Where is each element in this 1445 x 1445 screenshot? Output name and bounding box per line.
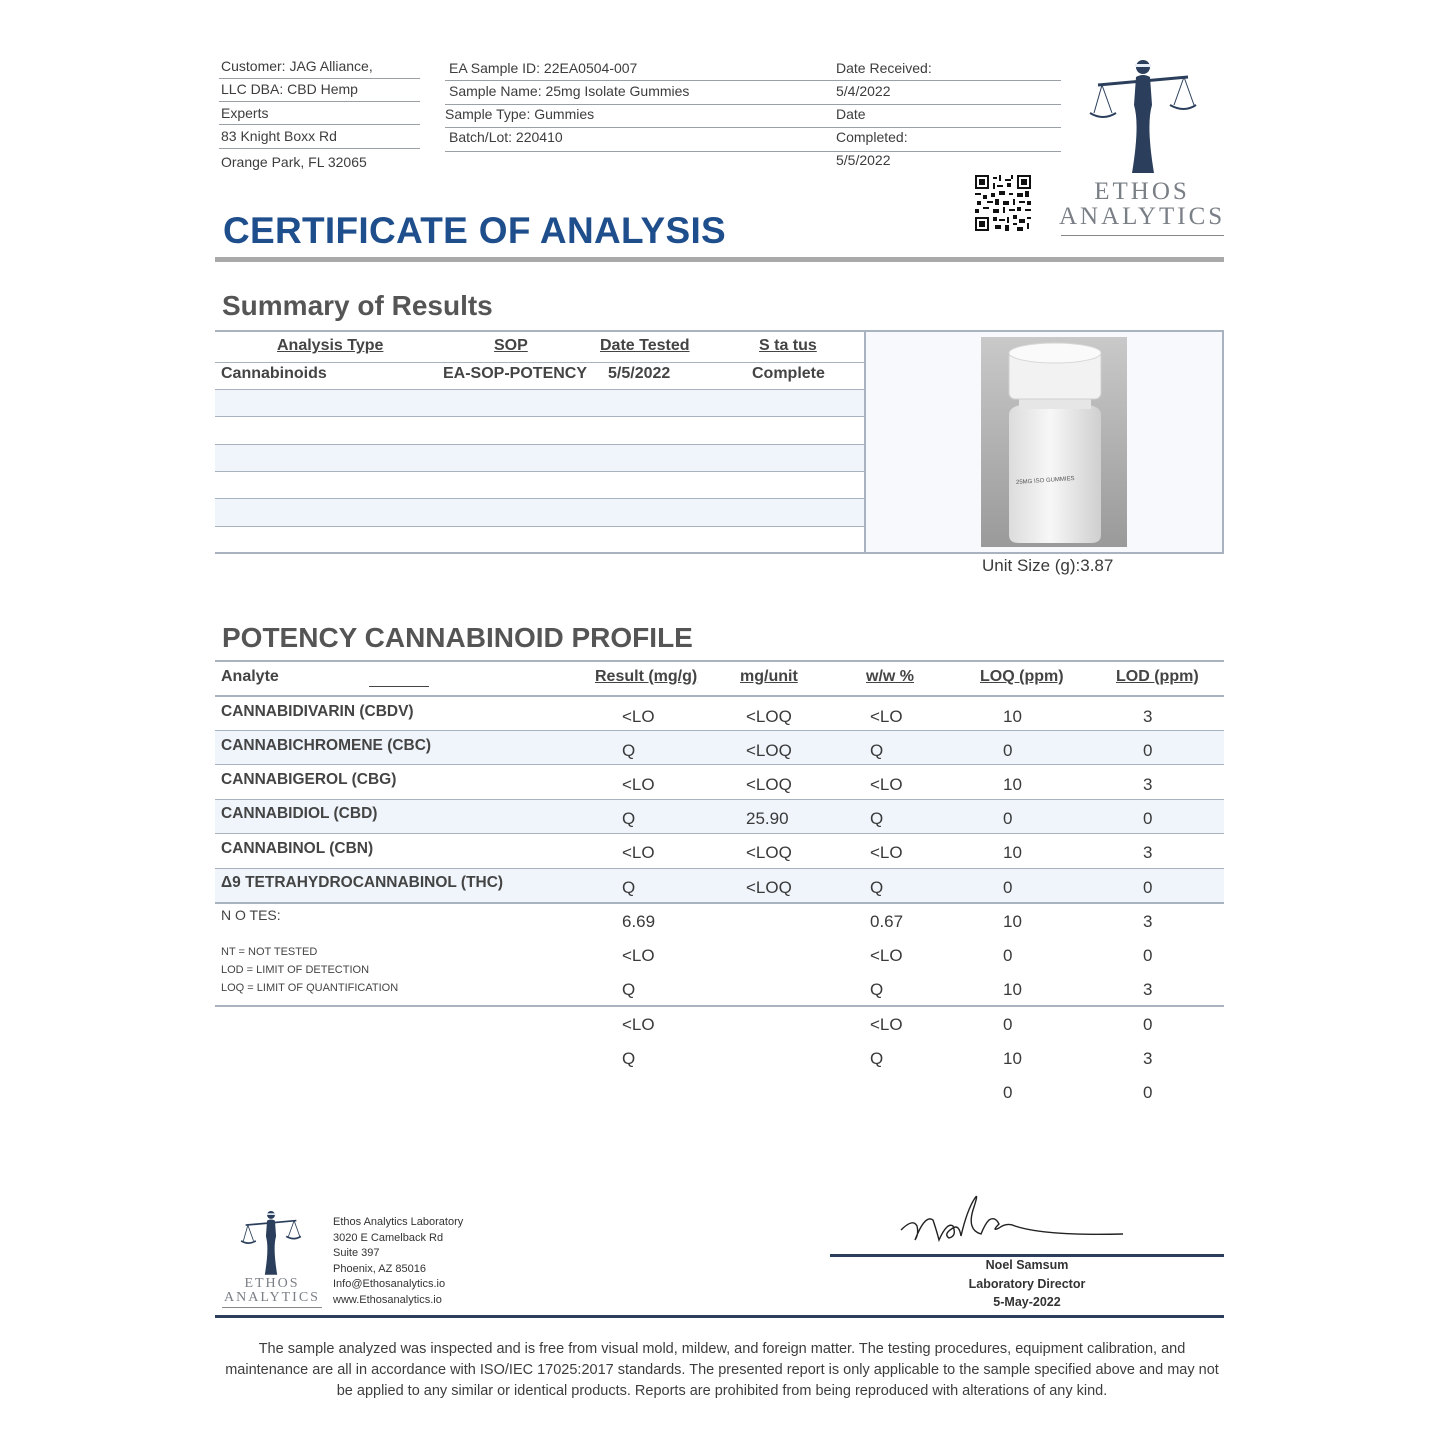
signature [895, 1190, 1125, 1252]
lod-cell: 0 [1143, 741, 1153, 760]
lab-line: Info@Ethosanalytics.io [333, 1278, 446, 1290]
note-line: NT = NOT TESTED [221, 946, 318, 958]
mgunit-cell: <LOQ [746, 843, 792, 862]
analyte-name: CANNABIDIOL (CBD) [221, 805, 378, 822]
lod-cell: 0 [1143, 1015, 1153, 1034]
loq-cell: 10 [1003, 912, 1022, 931]
analyte-name: CANNABICHROMENE (CBC) [221, 737, 432, 754]
summary-table [215, 330, 864, 554]
lod-cell: 3 [1143, 980, 1153, 999]
disclaimer: The sample analyzed was inspected and is free from visual mold, mildew, and foreign matter. The testing procedures, equipment calibration, and maintenance are all in accordance with ISO/IEC 17025:2017 standards. The presented report is only applicable to the sample specified above and may not be applied to any similar or identical products. Reports are prohibited from being reproduced with alterations of any kind. [225, 1341, 1219, 1399]
sample-name: Sample Name: 25mg Isolate Gummies [449, 83, 690, 99]
logo-text-top: ETHOS [1094, 178, 1190, 205]
mgunit-cell: <LOQ [746, 775, 792, 794]
sample-photo [981, 337, 1127, 547]
mgunit-cell: <LOQ [746, 741, 792, 760]
potency-title: POTENCY CANNABINOID PROFILE [222, 622, 693, 653]
date-line: Date [836, 106, 866, 122]
loq-cell: 10 [1003, 707, 1022, 726]
ww-cell: <LO [870, 775, 903, 794]
ww-cell: Q [870, 741, 884, 760]
ww-cell: Q [870, 980, 884, 999]
cell-sop: EA-SOP-POTENCY [443, 365, 588, 382]
sample-type: Sample Type: Gummies [445, 106, 595, 122]
result-cell: <LO [622, 946, 655, 965]
ww-cell: <LO [870, 843, 903, 862]
signer-name: Noel Samsum [985, 1258, 1069, 1272]
customer-line: Customer: JAG Alliance, [221, 58, 373, 74]
ww-cell: <LO [870, 1015, 903, 1034]
col-analyte: Analyte [221, 668, 279, 685]
lab-line: 3020 E Camelback Rd [333, 1232, 444, 1244]
ethos-logo-small-icon [240, 1208, 302, 1276]
result-cell: <LO [622, 707, 655, 726]
date-line: 5/4/2022 [836, 83, 891, 99]
col-ww: w/w % [866, 668, 915, 685]
signer-date: 5-May-2022 [993, 1295, 1061, 1309]
result-cell: <LO [622, 775, 655, 794]
lod-cell: 0 [1143, 809, 1153, 828]
lod-cell: 3 [1143, 912, 1153, 931]
col-lod: LOD (ppm) [1116, 668, 1199, 685]
result-cell: Q [622, 878, 636, 897]
lod-cell: 3 [1143, 843, 1153, 862]
lab-line: Ethos Analytics Laboratory [333, 1216, 464, 1228]
loq-cell: 0 [1003, 1015, 1013, 1034]
lab-line: Phoenix, AZ 85016 [333, 1263, 426, 1275]
loq-cell: 10 [1003, 1049, 1022, 1068]
bottle-label: 25MG ISO GUMMIES [1015, 475, 1075, 487]
loq-cell: 0 [1003, 1083, 1013, 1102]
analyte-name: CANNABIGEROL (CBG) [221, 771, 397, 788]
lab-logo-top: ETHOS [244, 1276, 300, 1291]
batch-lot: Batch/Lot: 220410 [449, 129, 563, 145]
date-line: Completed: [836, 129, 908, 145]
cell-analysis-type: Cannabinoids [221, 365, 327, 382]
ww-cell: <LO [870, 707, 903, 726]
lod-cell: 0 [1143, 946, 1153, 965]
unit-size: Unit Size (g):3.87 [982, 556, 1114, 575]
result-cell: Q [622, 809, 636, 828]
summary-title: Summary of Results [222, 290, 493, 321]
qr-code [975, 175, 1031, 231]
loq-cell: 0 [1003, 741, 1013, 760]
result-cell: Q [622, 1049, 636, 1068]
note-line: LOQ = LIMIT OF QUANTIFICATION [221, 982, 399, 994]
col-status: S ta tus [759, 337, 817, 354]
cell-status: Complete [752, 365, 825, 382]
loq-cell: 0 [1003, 878, 1013, 897]
ww-cell: <LO [870, 946, 903, 965]
lab-line: www.Ethosanalytics.io [333, 1294, 442, 1306]
lod-cell: 3 [1143, 775, 1153, 794]
lab-line: Suite 397 [333, 1247, 380, 1259]
date-line: 5/5/2022 [836, 152, 891, 168]
date-line: Date Received: [836, 60, 932, 76]
col-date-tested: Date Tested [600, 337, 690, 354]
customer-line: 83 Knight Boxx Rd [221, 128, 337, 144]
customer-line: Orange Park, FL 32065 [221, 154, 367, 170]
loq-cell: 10 [1003, 775, 1022, 794]
ethos-logo-icon [1088, 55, 1198, 175]
mgunit-cell: 25.90 [746, 809, 789, 828]
result-cell: <LO [622, 1015, 655, 1034]
lod-cell: 3 [1143, 707, 1153, 726]
loq-cell: 0 [1003, 809, 1013, 828]
mgunit-cell: <LOQ [746, 878, 792, 897]
lod-cell: 0 [1143, 1083, 1153, 1102]
logo-text-bottom: ANALYTICS [1059, 203, 1226, 230]
lab-logo-bottom: ANALYTICS [224, 1290, 320, 1305]
lod-cell: 3 [1143, 1049, 1153, 1068]
col-analysis-type: Analysis Type [277, 337, 384, 354]
cell-date-tested: 5/5/2022 [608, 365, 671, 382]
note-line: LOD = LIMIT OF DETECTION [221, 964, 370, 976]
col-sop: SOP [494, 337, 528, 354]
title-rule [215, 257, 1224, 262]
notes-label: N O TES: [221, 907, 281, 923]
customer-line: LLC DBA: CBD Hemp [221, 81, 358, 97]
sample-id: EA Sample ID: 22EA0504-007 [449, 60, 638, 76]
col-loq: LOQ (ppm) [980, 668, 1064, 685]
lod-cell: 0 [1143, 878, 1153, 897]
signer-role: Laboratory Director [968, 1277, 1086, 1291]
ww-cell: Q [870, 809, 884, 828]
loq-cell: 10 [1003, 980, 1022, 999]
loq-cell: 0 [1003, 946, 1013, 965]
analyte-name: Δ9 TETRAHYDROCANNABINOL (THC) [221, 874, 504, 891]
signature-rule [830, 1254, 1224, 1257]
ww-cell: 0.67 [870, 912, 904, 931]
col-mg-unit: mg/unit [740, 668, 798, 685]
ww-cell: Q [870, 878, 884, 897]
mgunit-cell: <LOQ [746, 707, 792, 726]
result-cell: <LO [622, 843, 655, 862]
customer-line: Experts [221, 105, 269, 121]
footer-rule [215, 1315, 1224, 1318]
result-cell: 6.69 [622, 912, 656, 931]
result-cell: Q [622, 741, 636, 760]
ww-cell: Q [870, 1049, 884, 1068]
loq-cell: 10 [1003, 843, 1022, 862]
page-title: CERTIFICATE OF ANALYSIS [223, 210, 727, 251]
analyte-name: CANNABINOL (CBN) [221, 840, 374, 857]
result-cell: Q [622, 980, 636, 999]
col-result: Result (mg/g) [595, 668, 698, 685]
analyte-name: CANNABIDIVARIN (CBDV) [221, 703, 414, 720]
